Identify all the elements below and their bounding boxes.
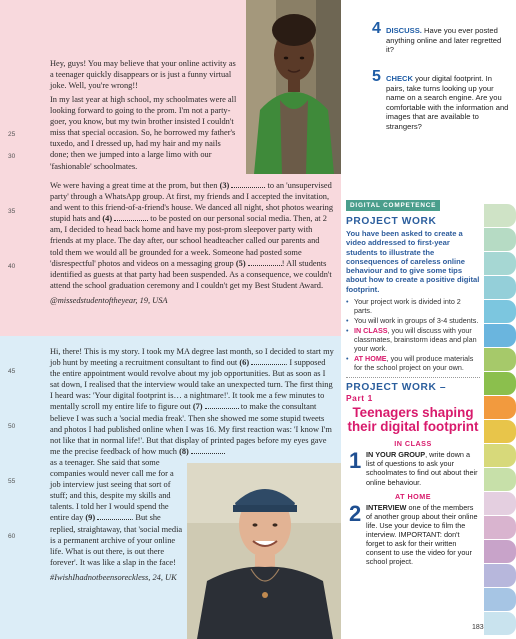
gap-number-3: (3) [219,181,230,190]
question-keyword: DISCUSS. [386,26,422,35]
text-segment: Hi, there! This is my story. I took my MA degree last month, so I decided to start my job hunt by meeting a recruitment consultant to find out [50,347,334,368]
story2-para1b [50,457,184,583]
gap-number-5: (5) [235,258,246,268]
text-segment: to make the consultant believe I was such a 'social media freak'. Then she showed me some stupid tweets and photos I had published online when I was 16. My first reaction was: 'I know I'm not like that in normal life!'. But that display of printed pages before my eyes gave me the precise feedback of how much [50,402,332,456]
list-item [346,354,480,372]
line-number: 25 [8,131,16,138]
edge-tabs [484,204,516,636]
color-tab [484,276,516,299]
gap-number-7: (7) [192,402,203,412]
gap-number-6: (6) [239,358,250,368]
step-number: 1 [349,448,362,474]
color-tab [484,588,516,611]
bullet-text: , you will discuss with your classmates, brainstorm ideas and plan your work. [354,326,477,354]
digital-competence-label: DIGITAL COMPETENCE [346,200,440,211]
text-segment: to be posted on our personal social media. Then, at 2 am, I decided to head back home and have my post-prom sleepover party with friends at my place. The day after, our school headteacher called our parents and told them we would all be grounded for a week. Someone had posted some 'disrespectful' photos and videos on a messaging group [50,214,327,268]
project-work-title: PROJECT WORK [346,216,437,227]
list-item [346,297,480,315]
text-segment: to an 'unsupervised party' through a WhatsApp group. At first, my friends and I accepted the invitation, and went to this friend-of-a-friend's house. We danced all night, shot photos wearing stupid hats and [50,181,334,224]
color-tab [484,492,516,515]
gap-blank-8[interactable] [191,446,225,454]
gap-blank-5[interactable] [248,258,282,266]
color-tab [484,420,516,443]
gap-blank-6[interactable] [251,357,285,365]
text-segment: ! All students identified as guests at that party had been suspended. As a consequence, we couldn't attend the school graduation ceremony and I couldn't get my Best Student Award. [50,258,332,290]
line-number: 35 [8,208,16,215]
photo-young-man [187,463,341,639]
step-text: , write down a list of questions to ask your schoolmates to find out about their online behaviour. [366,450,478,487]
color-tab [484,516,516,539]
color-tab [484,372,516,395]
color-tab [484,612,516,635]
page-number: 183 [472,624,484,631]
project-bullets [346,297,480,372]
photo-young-woman [246,0,341,174]
list-item [346,326,480,353]
gap-number-8: (8) [179,446,189,456]
text-segment: . But she replied, straightaway, that 'social media is a permanent archive of your online life. What is out there, is out there forever'. It was like a slap in the face! [50,513,183,567]
color-tab [484,252,516,275]
part-subtitle: Part 1 [346,393,373,404]
color-tab [484,348,516,371]
bullet-emphasis: AT HOME [354,354,387,364]
part-title: PROJECT WORK – [346,382,447,394]
color-tab [484,564,516,587]
step-2-heading: AT HOME [394,491,432,501]
question-4 [372,20,510,55]
gap-blank-3[interactable] [231,180,265,188]
digital-competence-box [346,194,480,571]
gap-number-4: (4) [102,214,113,224]
line-number: 60 [8,533,16,540]
bullet-text: You will work in groups of 3-4 students. [354,316,479,326]
color-tab [484,228,516,251]
step-number: 2 [349,500,362,526]
gap-blank-7[interactable] [205,401,239,409]
color-tab [484,396,516,419]
bullet-text: , you will produce materials for the school project on your own. [354,354,474,373]
question-5 [372,68,510,132]
gap-blank-4[interactable] [114,213,148,221]
bullet-emphasis: IN CLASS [354,326,388,336]
color-tab [484,324,516,347]
text-segment: as a teenager. She said that some companies would never call me for a job interview just seeing that sort of stuff; and this, despite my skills and talents. I told her I would spend the entire day [50,458,174,523]
line-number: 30 [8,153,16,160]
story1-signature: @missedstudentoftheyear, 19, USA [50,295,168,305]
question-number: 4 [372,20,381,37]
color-tab [484,540,516,563]
text-segment: We were having a great time at the prom, but then [50,181,218,190]
photo-young-man-illustration [187,463,341,639]
step-1-heading: IN CLASS [394,439,432,449]
step-text: one of the members of another group about their online life. Use your device to film the interview. IMPORTANT: don't forget to ask for their written consent to use the video for your school project. [366,502,478,567]
bullet-text: Your project work is divided into 2 parts. [354,297,461,316]
gap-blank-9[interactable] [97,512,131,520]
divider [346,377,480,378]
color-tab [484,300,516,323]
story-panel-1 [0,0,341,336]
color-tab [484,204,516,227]
line-number: 55 [8,478,16,485]
line-number: 50 [8,423,16,430]
text-segment: . I supposed the entire appointment would revolve about my job opportunities. But as soon as I sat down, I realised that the interview would take an unexpected turn. The first thing I heard was: 'Your digital footprint is… a nightmare!'. It took me a few minutes to mentally scroll my entire life to figure out [50,358,333,412]
question-text: your digital footprint. In pairs, take turns looking up your name on a search engine. Are you comfortable with the information and images that are available to strangers? [386,74,509,131]
story1-para2: In my last year at high school, my schoolmates were all looking forward to going to the prom. I'm not a party-goer, you know, but my twin brother insisted I couldn't miss that special occasion. So, he borrowed my father's tuxedo, and I dressed up, had my hair and my nails done; then we jumped into a large limo with our 'fashionable' schoolmates. [50,95,237,171]
photo-young-woman-illustration [246,0,341,174]
story1-para3 [50,180,334,306]
story2-signature: #IwishIhadnotbeensoreckless, 24, UK [50,572,177,582]
question-text: Have you ever posted anything online and later regretted it? [386,26,502,55]
color-tab [484,444,516,467]
list-item [346,316,480,325]
step-keyword: INTERVIEW [366,502,407,512]
step-1 [346,450,480,486]
step-2 [346,500,480,567]
project-intro: You have been asked to create a video addressed to first-year students to illustrate the consequences of careless online behaviour and to give some tips about how to create a positive digital footprint. [346,229,480,294]
story2-para1a [50,346,334,457]
question-number: 5 [372,68,381,85]
line-number: 45 [8,368,16,375]
story1-para1: Hey, guys! You may believe that your online activity as a teenager quickly disappears or is just a funny virtual joke. Well, you're wrong!! [50,59,236,91]
project-big-title: Teenagers shaping their digital footprint [347,405,479,434]
step-keyword: IN YOUR GROUP [366,450,426,460]
gap-number-9: (9) [85,513,96,523]
question-keyword: CHECK [386,74,414,83]
color-tab [484,468,516,491]
line-number: 40 [8,263,16,270]
